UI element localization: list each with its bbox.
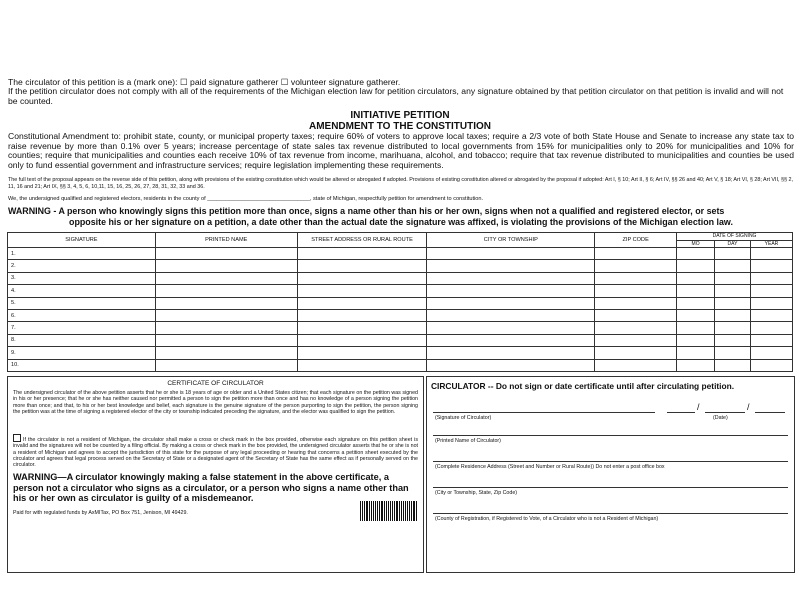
certificate-title: CERTIFICATE OF CIRCULATOR xyxy=(167,380,264,387)
signature-cell[interactable] xyxy=(715,260,751,272)
circulator-heading: CIRCULATOR -- Do not sign or date certificate until after circulating petition. xyxy=(431,381,735,391)
col-street-address: STREET ADDRESS OR RURAL ROUTE xyxy=(297,233,427,248)
signature-cell[interactable] xyxy=(677,322,715,334)
county-registration-line[interactable] xyxy=(433,513,788,514)
date-year-line[interactable] xyxy=(755,412,785,413)
signature-cell[interactable] xyxy=(750,248,792,260)
table-row xyxy=(8,285,793,297)
barcode-icon xyxy=(360,501,418,521)
signer-warning-line1: WARNING - A person who knowingly signs this petition more than once, signs a name other than his or her own, signs when not a qualified and registered elector, or sets xyxy=(8,206,725,216)
circulator-signature-box xyxy=(426,376,795,573)
row-number[interactable]: 5. xyxy=(8,297,156,309)
signature-cell[interactable] xyxy=(297,248,427,260)
signature-cell[interactable] xyxy=(155,334,297,346)
signature-cell[interactable] xyxy=(715,309,751,321)
signature-cell[interactable] xyxy=(297,260,427,272)
signature-cell[interactable] xyxy=(427,359,595,371)
certificate-paragraph-1: The undersigned circulator of the above petition asserts that he or she is 18 years of age or older and a United States citizen; that each signature on the petition was signed in his or her presence; that he or she has neither caused nor permitted a person to sign the petition more than once and has no knowledge of a person signing the petition more than once; and that, to his or her best knowledge and belief, each signature is the genuine signature of the person purporting to sign the petition, the person signing the petition was at the time of signing a registered elector of the city or township indicated preceding the signature, and the elector was qualified to sign the petition. xyxy=(13,390,418,415)
printed-name-label: (Printed Name of Circulator) xyxy=(435,438,501,444)
signature-cell[interactable] xyxy=(595,359,677,371)
table-row xyxy=(8,347,793,359)
signature-cell[interactable] xyxy=(677,334,715,346)
signature-cell[interactable] xyxy=(595,322,677,334)
col-day: DAY xyxy=(715,240,751,248)
row-number[interactable]: 4. xyxy=(8,285,156,297)
signature-cell[interactable] xyxy=(750,334,792,346)
signature-cell[interactable] xyxy=(427,322,595,334)
signature-cell[interactable] xyxy=(715,334,751,346)
signature-cell[interactable] xyxy=(595,260,677,272)
signature-cell[interactable] xyxy=(427,248,595,260)
signature-cell[interactable] xyxy=(595,347,677,359)
row-number[interactable]: 6. xyxy=(8,309,156,321)
signature-cell[interactable] xyxy=(297,285,427,297)
signature-cell[interactable] xyxy=(750,359,792,371)
date-month-line[interactable] xyxy=(667,412,695,413)
row-number[interactable]: 8. xyxy=(8,334,156,346)
signature-cell[interactable] xyxy=(750,347,792,359)
signature-cell[interactable] xyxy=(715,248,751,260)
signature-cell[interactable] xyxy=(297,347,427,359)
signature-cell[interactable] xyxy=(297,322,427,334)
petition-title: INITIATIVE PETITION xyxy=(350,110,450,121)
printed-name-line[interactable] xyxy=(433,435,788,436)
col-city-township: CITY OR TOWNSHIP xyxy=(427,233,595,248)
signature-cell[interactable] xyxy=(155,248,297,260)
signature-cell[interactable] xyxy=(750,272,792,284)
signature-cell[interactable] xyxy=(427,297,595,309)
table-row xyxy=(8,359,793,371)
signature-cell[interactable] xyxy=(297,334,427,346)
residence-address-label: (Complete Residence Address (Street and Number or Rural Route)) Do not enter a post office box xyxy=(435,464,665,470)
signature-cell[interactable] xyxy=(595,334,677,346)
signature-cell[interactable] xyxy=(155,309,297,321)
signer-warning-line2: opposite his or her signature on a petition, a date other than the actual date the signature was affixed, is violating the provisions of the Michigan election law. xyxy=(69,217,733,227)
signature-cell[interactable] xyxy=(155,359,297,371)
full-text-note: The full text of the proposal appears on the reverse side of this petition, along with provisions of the existing constitution which would be altered or abrogated if adopted. Provisions of existing constitution altered or abrogated by the proposal if adopted: Art I, § 10; Art II, § 6; Art IV, §§ 26 and 40; Art V, § 18; Art VI, § 28; Art VII, §§ 2, 11, 16 and 21; Art IX, §§ 3, 4, 5, 6, 10,11, 15, 16, 25, 26, 27, 28, 31, 32, 33 and 36. xyxy=(8,177,794,190)
signature-cell[interactable] xyxy=(595,297,677,309)
signature-cell[interactable] xyxy=(677,309,715,321)
signature-cell[interactable] xyxy=(677,248,715,260)
date-separator-1: / xyxy=(697,402,700,412)
residence-address-line[interactable] xyxy=(433,461,788,462)
table-row xyxy=(8,248,793,260)
signature-cell[interactable] xyxy=(715,322,751,334)
signature-cell[interactable] xyxy=(155,285,297,297)
signature-cell[interactable] xyxy=(155,260,297,272)
signature-cell[interactable] xyxy=(297,297,427,309)
date-day-line[interactable] xyxy=(705,412,745,413)
city-state-zip-line[interactable] xyxy=(433,487,788,488)
petition-subtitle: AMENDMENT TO THE CONSTITUTION xyxy=(308,121,492,132)
col-zip-code: ZIP CODE xyxy=(595,233,677,248)
col-year: YEAR xyxy=(750,240,792,248)
table-row xyxy=(8,309,793,321)
signature-cell[interactable] xyxy=(155,297,297,309)
signature-cell[interactable] xyxy=(715,359,751,371)
col-month: MO xyxy=(677,240,715,248)
circulator-signature-line[interactable] xyxy=(433,412,655,413)
signature-cell[interactable] xyxy=(595,309,677,321)
row-number[interactable]: 9. xyxy=(8,347,156,359)
date-separator-2: / xyxy=(747,402,750,412)
non-resident-checkbox[interactable] xyxy=(13,434,21,442)
signature-cell[interactable] xyxy=(427,309,595,321)
signature-cell[interactable] xyxy=(595,248,677,260)
signature-cell[interactable] xyxy=(677,285,715,297)
signature-cell[interactable] xyxy=(297,359,427,371)
col-date-of-signing: DATE OF SIGNING xyxy=(677,233,793,241)
undersigned-statement: We, the undersigned qualified and registered electors, residents in the county of _________________________________, state of Michigan, respectfully petition for amendment to constitution. xyxy=(8,196,484,202)
circulator-false-statement-warning: WARNING—A circulator knowingly making a false statement in the above certificate, a person not a circulator who signs as a circulator, or a person who signs a name other than his or her own as circulator is guilty of a misdemeanor. xyxy=(13,472,409,504)
row-number[interactable]: 7. xyxy=(8,322,156,334)
signature-cell[interactable] xyxy=(750,297,792,309)
table-row xyxy=(8,260,793,272)
row-number[interactable]: 1. xyxy=(8,248,156,260)
row-number[interactable]: 10. xyxy=(8,359,156,371)
county-registration-label: (County of Registration, if Registered to Vote, of a Circulator who is not a Resident of Michigan) xyxy=(435,516,659,522)
signer-warning xyxy=(8,206,794,228)
table-row xyxy=(8,272,793,284)
signature-cell[interactable] xyxy=(677,359,715,371)
circulator-type-line: The circulator of this petition is a (mark one): ☐ paid signature gatherer ☐ volunteer signature gatherer. xyxy=(8,77,401,87)
signature-cell[interactable] xyxy=(750,322,792,334)
signature-cell[interactable] xyxy=(715,285,751,297)
paid-for-notice: Paid for with regulated funds by AxMITax, PO Box 751, Jenison, MI 49429. xyxy=(13,510,188,516)
signature-cell[interactable] xyxy=(297,309,427,321)
signature-cell[interactable] xyxy=(677,272,715,284)
row-number[interactable]: 3. xyxy=(8,272,156,284)
signature-cell[interactable] xyxy=(677,297,715,309)
signature-table xyxy=(7,232,793,372)
signature-cell[interactable] xyxy=(677,260,715,272)
table-row xyxy=(8,322,793,334)
row-number[interactable]: 2. xyxy=(8,260,156,272)
signature-cell[interactable] xyxy=(155,322,297,334)
signature-cell[interactable] xyxy=(427,272,595,284)
amendment-summary: Constitutional Amendment to: prohibit state, county, or municipal property taxes; require 60% of voters to approve local taxes; require a 2/3 vote of both State House and Senate to increase any state tax to raise revenue by more than 0.1% over 5 years; increase percentage of state sales tax revenue distributed to local governments from 15% for municipalities only to 20% for municipalities and 10% for counties; require that municipalities and counties each receive 10% of tax revenue from income, marihuana, alcohol, and tobacco; require that tax revenue distributed to municipalities and counties be used only to fund essential government and infrastructure services; require legislation implementing these requirements. xyxy=(8,131,794,170)
table-row xyxy=(8,334,793,346)
city-state-zip-label: (City or Township, State, Zip Code) xyxy=(435,490,518,496)
signature-cell[interactable] xyxy=(750,309,792,321)
signature-cell[interactable] xyxy=(595,285,677,297)
certificate-paragraph-2-text: If the circulator is not a resident of Michigan, the circulator shall make a cross or check mark in the box provided, otherwise each signature on this petition sheet is invalid and the signatures will not be counted by a filing official. By making a cross or check mark in the box provided, the undersigned circulator asserts that he or she is not a resident of Michigan and agrees to accept the jurisdiction of this state for the purpose of any legal proceeding or hearing that concerns a petition sheet executed by the circulator and agrees that legal process served on the Secretary of State or a designated agent of the Secretary of State has the same effect as if personally served on the circulator. xyxy=(13,437,418,469)
signature-cell[interactable] xyxy=(297,272,427,284)
signature-cell[interactable] xyxy=(427,334,595,346)
signature-cell[interactable] xyxy=(750,260,792,272)
signature-cell[interactable] xyxy=(595,272,677,284)
circulator-signature-label: (Signature of Circulator) xyxy=(435,415,492,421)
certificate-of-circulator xyxy=(7,376,424,573)
signature-cell[interactable] xyxy=(427,285,595,297)
signature-cell[interactable] xyxy=(427,260,595,272)
signature-cell[interactable] xyxy=(677,347,715,359)
signature-cell[interactable] xyxy=(715,347,751,359)
signature-cell[interactable] xyxy=(155,272,297,284)
signature-cell[interactable] xyxy=(715,297,751,309)
signature-cell[interactable] xyxy=(715,272,751,284)
signature-cell[interactable] xyxy=(155,347,297,359)
date-label: (Date) xyxy=(713,415,728,421)
signature-cell[interactable] xyxy=(750,285,792,297)
signature-cell[interactable] xyxy=(427,347,595,359)
col-printed-name: PRINTED NAME xyxy=(155,233,297,248)
table-row xyxy=(8,297,793,309)
col-signature: SIGNATURE xyxy=(8,233,156,248)
compliance-statement: If the petition circulator does not comply with all of the requirements of the Michigan election law for petition circulators, any signature obtained by that petition circulator on that petition is invalid and will not be counted. xyxy=(8,86,784,106)
certificate-paragraph-2 xyxy=(13,434,418,468)
